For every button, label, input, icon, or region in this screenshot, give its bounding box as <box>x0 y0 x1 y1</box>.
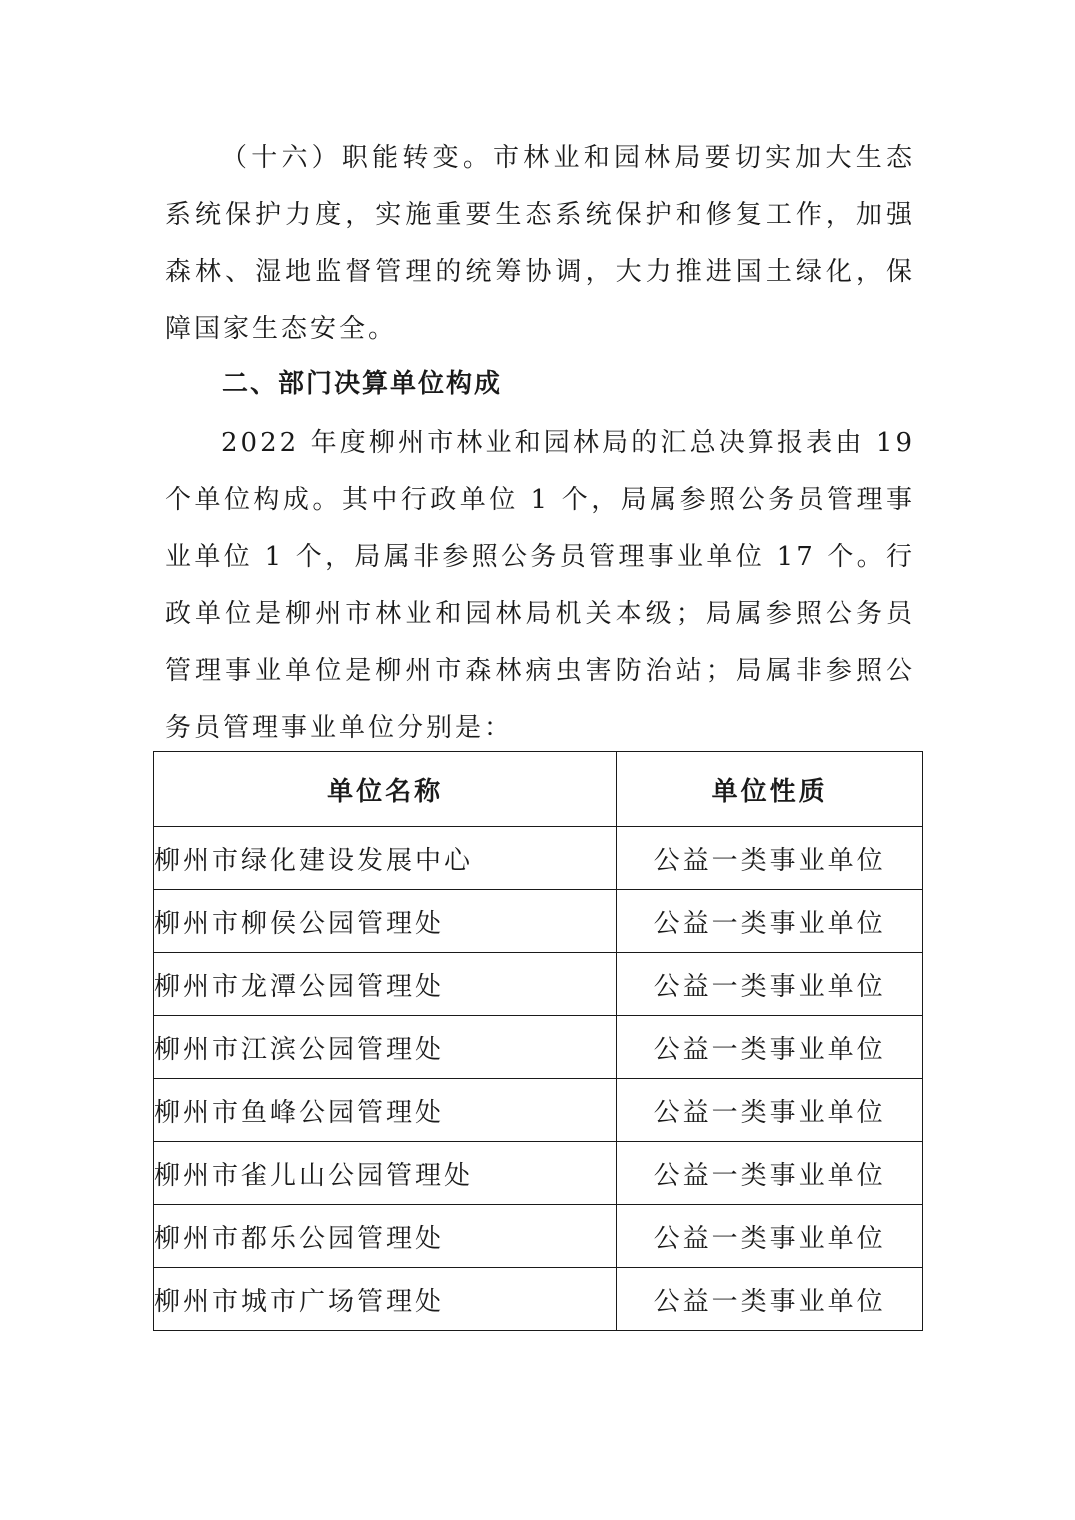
table-header-row <box>154 752 923 827</box>
paragraph-function-transformation: （十六）职能转变。市林业和园林局要切实加大生态系统保护力度，实施重要生态系统保护和修复工作，加强森林、湿地监督管理的统筹协调，大力推进国土绿化，保障国家生态安全。 <box>165 143 915 344</box>
paragraph-unit-composition: 2022 年度柳州市林业和园林局的汇总决算报表由 19 个单位构成。其中行政单位 1 个，局属参照公务员管理事业单位 1 个，局属非参照公务员管理事业单位 17 个。行政单位是柳州市林业和园林局机关本级；局属参照公务员管理事业单位是柳州市森林病虫害防治站；局属非参照公务员管理事业单位分别是： <box>165 428 915 743</box>
table-row <box>154 1268 923 1331</box>
table-row <box>154 890 923 953</box>
unit-type-cell: 公益一类事业单位 <box>617 1205 923 1268</box>
unit-name-cell: 柳州市都乐公园管理处 <box>154 1205 617 1268</box>
table-row <box>154 1205 923 1268</box>
table-row <box>154 1016 923 1079</box>
unit-type-cell: 公益一类事业单位 <box>617 1079 923 1142</box>
unit-table <box>153 751 923 1331</box>
unit-type-cell: 公益一类事业单位 <box>617 953 923 1016</box>
section-heading: 二、部门决算单位构成 <box>222 369 503 399</box>
unit-type-cell: 公益一类事业单位 <box>617 827 923 890</box>
unit-type-cell: 公益一类事业单位 <box>617 890 923 953</box>
unit-name-cell: 柳州市绿化建设发展中心 <box>154 827 617 890</box>
unit-type-cell: 公益一类事业单位 <box>617 1142 923 1205</box>
unit-type-cell: 公益一类事业单位 <box>617 1016 923 1079</box>
unit-name-cell: 柳州市雀儿山公园管理处 <box>154 1142 617 1205</box>
table-row <box>154 1079 923 1142</box>
unit-name-cell: 柳州市柳侯公园管理处 <box>154 890 617 953</box>
header-unit-name: 单位名称 <box>154 752 617 827</box>
unit-name-cell: 柳州市龙潭公园管理处 <box>154 953 617 1016</box>
unit-name-cell: 柳州市江滨公园管理处 <box>154 1016 617 1079</box>
unit-type-cell: 公益一类事业单位 <box>617 1268 923 1331</box>
table-row <box>154 1142 923 1205</box>
table-row <box>154 827 923 890</box>
unit-name-cell: 柳州市鱼峰公园管理处 <box>154 1079 617 1142</box>
table-row <box>154 953 923 1016</box>
header-unit-type: 单位性质 <box>617 752 923 827</box>
unit-name-cell: 柳州市城市广场管理处 <box>154 1268 617 1331</box>
